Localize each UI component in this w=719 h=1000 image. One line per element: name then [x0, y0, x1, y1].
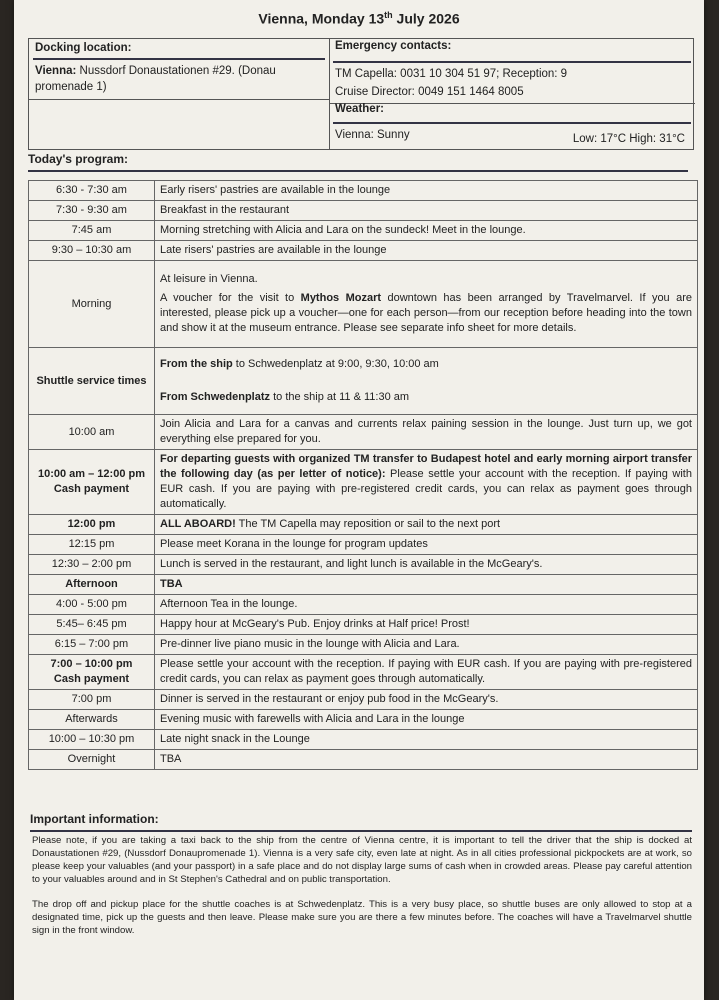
row-time-note: Cash payment [53, 673, 130, 685]
weather-header: Weather: [335, 103, 384, 115]
row-desc: Afternoon Tea in the lounge. [155, 595, 698, 615]
docking-city: Vienna: [35, 65, 77, 77]
row-desc: Late night snack in the Lounge [155, 730, 698, 750]
docking-bottom-line [29, 99, 329, 100]
program-table [28, 180, 698, 770]
row-desc: Breakfast in the restaurant [155, 201, 698, 221]
shuttle-from-square: From Schwedenplatz [160, 391, 271, 403]
docking-address: Nussdorf Donaustationen #29. (Donau promenade 1) [35, 65, 276, 93]
row-time: Shuttle service times [29, 348, 155, 415]
row-desc: Late risers' pastries are available in the lounge [155, 241, 698, 261]
row-desc: Please meet Korana in the lounge for program updates [155, 535, 698, 555]
departing-guests-note: For departing guests with organized TM transfer to Budapest hotel and early morning airport transfer the following day (as per letter of notice): [160, 453, 692, 480]
row-time: 12:30 – 2:00 pm [29, 555, 155, 575]
row-time: Overnight [29, 750, 155, 770]
weather-rule [333, 122, 691, 124]
row-desc: Please settle your account with the reception. If paying with EUR cash. If you are paying with pre-registered credit cards, you can relax as payment goes through automatically. [155, 655, 698, 690]
shuttle-line-1 [160, 357, 692, 372]
row-time: 12:15 pm [29, 535, 155, 555]
row-time [29, 450, 155, 515]
table-row [29, 690, 698, 710]
table-row [29, 221, 698, 241]
table-row [29, 575, 698, 595]
row-time: 10:00 – 10:30 pm [29, 730, 155, 750]
row-time [29, 655, 155, 690]
weather-city: Vienna: Sunny [335, 129, 410, 141]
docking-location [35, 63, 323, 95]
row-time-range: 10:00 am – 12:00 pm [37, 468, 145, 480]
row-time: 4:00 - 5:00 pm [29, 595, 155, 615]
row-desc: TBA [155, 575, 698, 595]
table-row [29, 535, 698, 555]
shuttle-from-ship: From the ship [160, 358, 233, 370]
title-text: Vienna, Monday 13 [258, 10, 385, 27]
shuttle-from-square-times: to the ship at 11 & 11:30 am [270, 391, 410, 403]
departing-guests-text: Please settle your account with the reception. If paying with EUR cash. If you are paying with pre-registered credit cards, you can relax as payment goes through automatically. [160, 468, 692, 510]
row-desc: Lunch is served in the restaurant, and light lunch is available in the McGeary's. [155, 555, 698, 575]
table-row [29, 710, 698, 730]
table-row [29, 615, 698, 635]
row-time: 9:30 – 10:30 am [29, 241, 155, 261]
row-time: 12:00 pm [29, 515, 155, 535]
shuttle-line-2 [160, 390, 692, 405]
row-desc [155, 348, 698, 415]
weather-temps: Low: 17°C High: 31°C [572, 133, 685, 145]
important-paragraph-2: The drop off and pickup place for the shuttle coaches is at Schwedenplatz. This is a very busy place, so shuttle buses are only allowed to stop at a designated time, pick up the guests and then leave. Please make sure you are there a few minutes before. The coaches will have a Travelmarvel shuttle sign in the front window. [32, 899, 692, 936]
table-row [29, 750, 698, 770]
important-paragraph-1: Please note, if you are taking a taxi back to the ship from the centre of Vienna centre, it is important to tell the driver that the ship is docked at Donaustationen #29, (Nussdorf Donaupromenade 1). Vienna is a very safe city, even late at night. As in all cities professional pickpockets are at work, so please keep your valuables (and your passport) in a safe place and do not display large sums of cash when in crowded areas. Please pay careful attention to your valuables around and in St Stephen's Cathedral and on public transportation. [32, 835, 692, 885]
row-time: 5:45– 6:45 pm [29, 615, 155, 635]
row-desc-line: At leisure in Vienna. [160, 273, 258, 285]
info-box-divider [329, 39, 330, 149]
docking-header: Docking location: [35, 42, 132, 54]
table-row [29, 450, 698, 515]
voucher-text-rest: downtown has been arranged by Travelmarvel. If you are interested, please pick up a voucher—one for each person—from our reception before heading into the town and show it at the museum entrance. Please see separate info sheet for more details. [160, 292, 693, 334]
row-time: 7:00 pm [29, 690, 155, 710]
row-time: 10:00 am [29, 415, 155, 450]
row-desc: Dinner is served in the restaurant or enjoy pub food in the McGeary's. [155, 690, 698, 710]
page-title [14, 10, 704, 27]
emergency-header: Emergency contacts: [335, 40, 452, 52]
title-date-suffix: July 2026 [392, 10, 460, 27]
program-rule [28, 170, 688, 172]
voucher-text: A voucher for the visit to [160, 292, 301, 304]
row-desc-voucher [160, 291, 692, 336]
table-row [29, 595, 698, 615]
table-row [29, 201, 698, 221]
table-row [29, 515, 698, 535]
table-row [29, 181, 698, 201]
row-desc: Evening music with farewells with Alicia and Lara in the lounge [155, 710, 698, 730]
voucher-venue: Mythos Mozart [300, 292, 382, 304]
row-time: Afterwards [29, 710, 155, 730]
all-aboard: ALL ABOARD! [160, 518, 236, 530]
row-time: Afternoon [29, 575, 155, 595]
table-row [29, 730, 698, 750]
row-time: 7:45 am [29, 221, 155, 241]
table-row [29, 348, 698, 415]
row-desc: Pre-dinner live piano music in the lounge with Alicia and Lara. [155, 635, 698, 655]
info-box [28, 38, 694, 150]
row-desc: Morning stretching with Alicia and Lara on the sundeck! Meet in the lounge. [155, 221, 698, 241]
table-row [29, 261, 698, 348]
shuttle-from-ship-times: to Schwedenplatz at 9:00, 9:30, 10:00 am [232, 358, 439, 370]
table-row [29, 655, 698, 690]
emergency-rule [333, 61, 691, 63]
row-time: 6:30 - 7:30 am [29, 181, 155, 201]
table-row [29, 415, 698, 450]
emergency-line-2: Cruise Director: 0049 151 1464 8005 [335, 86, 524, 98]
table-row [29, 555, 698, 575]
table-row [29, 635, 698, 655]
daily-program-sheet [14, 0, 704, 1000]
row-desc: Early risers' pastries are available in the lounge [155, 181, 698, 201]
row-time: Morning [29, 261, 155, 348]
table-row [29, 241, 698, 261]
row-desc: Join Alicia and Lara for a canvas and currents relax paining session in the lounge. Just turn up, we got everything else prepared for you. [155, 415, 698, 450]
row-desc [155, 515, 698, 535]
important-header: Important information: [30, 812, 159, 826]
row-desc: Happy hour at McGeary's Pub. Enjoy drinks at Half price! Prost! [155, 615, 698, 635]
row-time-note: Cash payment [53, 483, 130, 495]
title-superscript: th [384, 10, 393, 20]
emergency-line-1: TM Capella: 0031 10 304 51 97; Reception: 9 [335, 68, 568, 80]
program-header: Today's program: [28, 152, 128, 166]
row-time: 6:15 – 7:00 pm [29, 635, 155, 655]
row-desc: TBA [155, 750, 698, 770]
docking-rule [33, 58, 325, 60]
row-desc [155, 450, 698, 515]
row-time: 7:30 - 9:30 am [29, 201, 155, 221]
important-rule [30, 830, 692, 832]
row-time-range: 7:00 – 10:00 pm [50, 658, 133, 670]
all-aboard-text: The TM Capella may reposition or sail to the next port [235, 518, 501, 530]
row-desc [155, 261, 698, 348]
